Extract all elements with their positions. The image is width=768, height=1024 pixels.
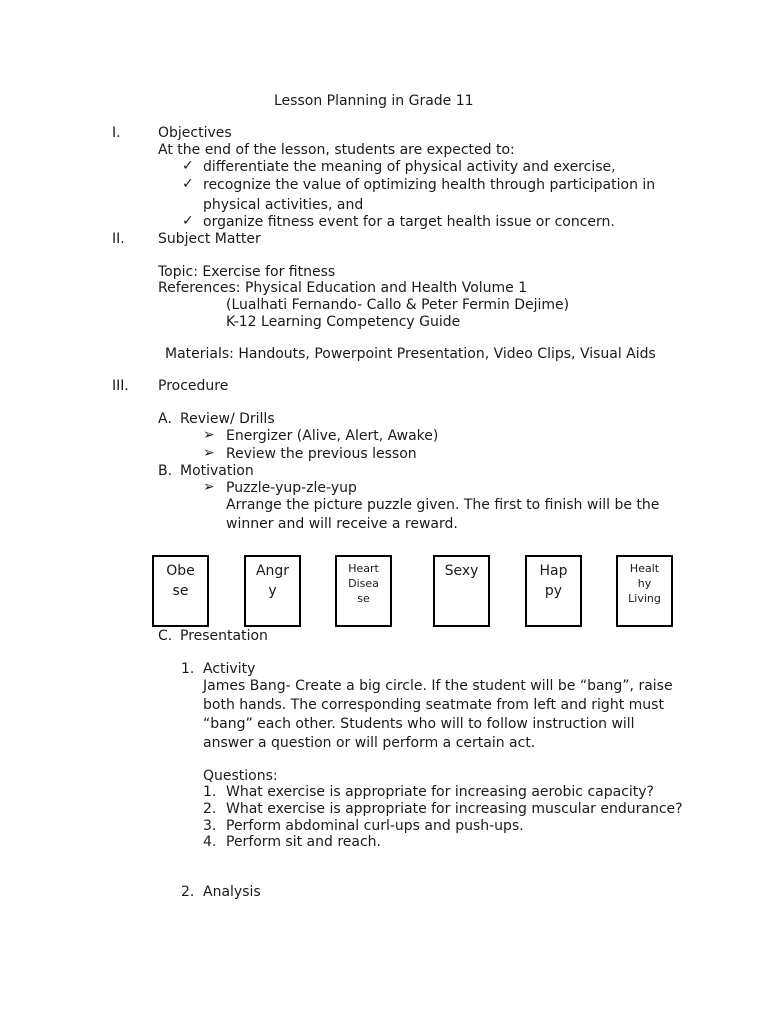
objective-item: organize fitness event for a target health issue or concern. — [203, 214, 615, 230]
activity-line: “bang” each other. Students who will to follow instruction will — [203, 716, 635, 732]
arrow-bullet-icon: ➢ — [203, 479, 215, 495]
puzzle-card-label: Angr y — [255, 563, 290, 599]
puzzle-card — [525, 555, 582, 627]
puzzle-card — [244, 555, 301, 627]
puzzle-card-label: Sexy — [444, 563, 479, 579]
question-number: 3. — [203, 818, 217, 834]
question-text: What exercise is appropriate for increasing aerobic capacity? — [226, 784, 654, 800]
activity-heading: Activity — [203, 661, 256, 677]
motivation-item: Puzzle-yup-zle-yup — [226, 480, 357, 496]
activity-number: 1. — [181, 661, 195, 677]
section-2-numeral: II. — [112, 231, 125, 247]
section-3-numeral: III. — [112, 378, 129, 394]
motivation-desc: Arrange the picture puzzle given. The first to finish will be the — [226, 497, 660, 513]
puzzle-card-label: Heart Disea se — [348, 562, 379, 605]
activity-line: both hands. The corresponding seatmate from left and right must — [203, 697, 664, 713]
arrow-bullet-icon: ➢ — [203, 427, 215, 443]
topic-line: Topic: Exercise for fitness — [158, 264, 336, 280]
document-title: Lesson Planning in Grade 11 — [274, 93, 474, 109]
motivation-desc: winner and will receive a reward. — [226, 516, 458, 532]
reference-authors: (Lualhati Fernando- Callo & Peter Fermin Dejime) — [226, 297, 570, 313]
question-number: 2. — [203, 801, 217, 817]
section-1-heading: Objectives — [158, 125, 232, 141]
item-b-label: B. — [158, 463, 173, 479]
puzzle-card — [152, 555, 209, 627]
activity-line: answer a question or will perform a certain act. — [203, 735, 536, 751]
objective-item: recognize the value of optimizing health through participation in — [203, 177, 656, 193]
puzzle-card — [433, 555, 490, 627]
section-1-numeral: I. — [112, 125, 121, 141]
check-mark-icon: ✓ — [182, 213, 194, 229]
analysis-heading: Analysis — [203, 884, 261, 900]
item-c-label: C. — [158, 628, 173, 644]
item-b-text: Motivation — [180, 463, 254, 479]
objective-item: differentiate the meaning of physical activity and exercise, — [203, 159, 616, 175]
question-number: 1. — [203, 784, 217, 800]
objectives-intro: At the end of the lesson, students are expected to: — [158, 142, 515, 158]
puzzle-card-label: Hap py — [539, 563, 568, 599]
questions-heading: Questions: — [203, 768, 278, 784]
puzzle-card-label: Obe se — [166, 563, 195, 599]
item-a-text: Review/ Drills — [180, 411, 275, 427]
arrow-bullet-icon: ➢ — [203, 445, 215, 461]
check-mark-icon: ✓ — [182, 158, 194, 174]
analysis-number: 2. — [181, 884, 195, 900]
puzzle-card — [335, 555, 392, 627]
reference-guide: K-12 Learning Competency Guide — [226, 314, 461, 330]
materials-line: Materials: Handouts, Powerpoint Presentation, Video Clips, Visual Aids — [165, 346, 656, 362]
drill-item: Review the previous lesson — [226, 446, 417, 462]
puzzle-card — [616, 555, 673, 627]
section-3-heading: Procedure — [158, 378, 229, 394]
puzzle-card-label: Healt hy Living — [628, 562, 661, 605]
activity-line: James Bang- Create a big circle. If the student will be “bang”, raise — [203, 678, 673, 694]
question-text: Perform abdominal curl-ups and push-ups. — [226, 818, 524, 834]
question-number: 4. — [203, 834, 217, 850]
drill-item: Energizer (Alive, Alert, Awake) — [226, 428, 439, 444]
references-line: References: Physical Education and Health Volume 1 — [158, 280, 528, 296]
check-mark-icon: ✓ — [182, 176, 194, 192]
item-c-text: Presentation — [180, 628, 268, 644]
section-2-heading: Subject Matter — [158, 231, 261, 247]
question-text: Perform sit and reach. — [226, 834, 381, 850]
objective-item-continuation: physical activities, and — [203, 197, 364, 213]
item-a-label: A. — [158, 411, 172, 427]
question-text: What exercise is appropriate for increasing muscular endurance? — [226, 801, 683, 817]
